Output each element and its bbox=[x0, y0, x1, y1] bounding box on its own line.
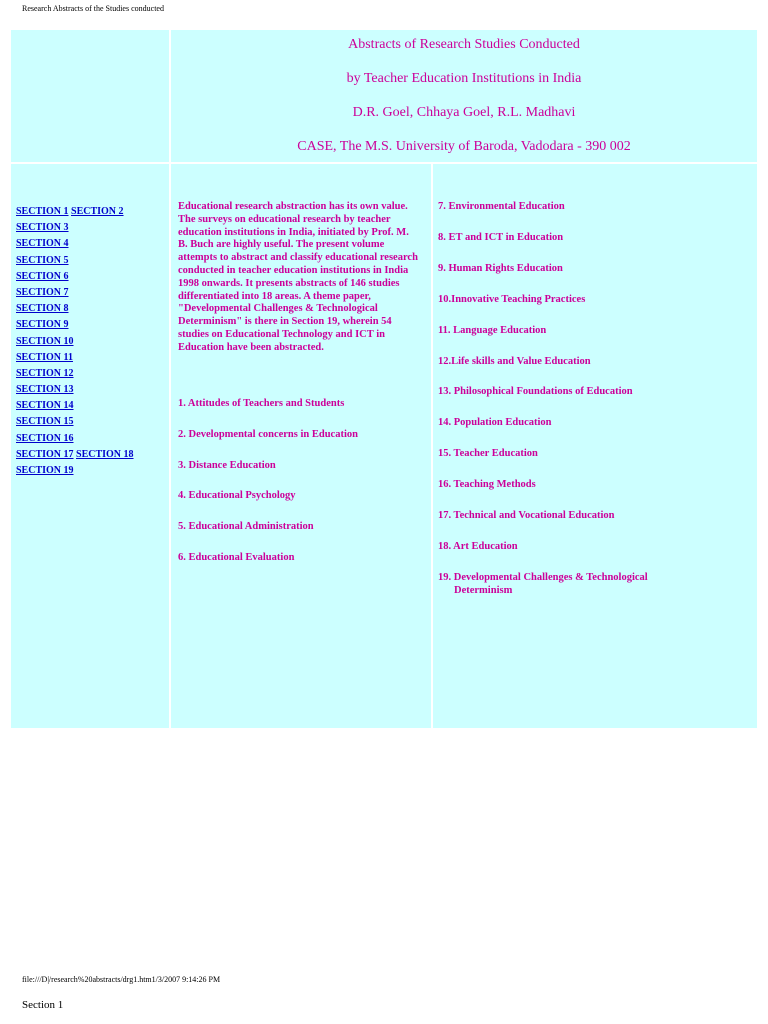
nav-row bbox=[16, 253, 134, 269]
topic-item: 4. Educational Psychology bbox=[178, 490, 296, 502]
content-table bbox=[10, 29, 758, 729]
section-link[interactable]: SECTION 4 bbox=[16, 238, 69, 250]
topic-item: 6. Educational Evaluation bbox=[178, 552, 295, 563]
section-nav-cell bbox=[11, 164, 169, 728]
section-link[interactable]: SECTION 13 bbox=[16, 384, 74, 396]
nav-row bbox=[16, 334, 134, 350]
print-header: Research Abstracts of the Studies conducted bbox=[22, 4, 164, 13]
topic-item: 9. Human Rights Education bbox=[438, 262, 563, 274]
empty-corner-cell bbox=[11, 30, 169, 162]
section-nav bbox=[16, 204, 134, 479]
nav-row bbox=[16, 269, 134, 285]
topic-item: 16. Teaching Methods bbox=[438, 479, 536, 491]
section-link[interactable]: SECTION 2 bbox=[71, 206, 124, 217]
topic-item: 17. Technical and Vocational Education bbox=[438, 510, 615, 521]
section-link[interactable]: SECTION 12 bbox=[16, 367, 74, 379]
section-link[interactable]: SECTION 5 bbox=[16, 254, 69, 266]
nav-row bbox=[16, 382, 134, 398]
nav-row bbox=[16, 220, 134, 236]
topic-19-line-2: Determinism bbox=[454, 585, 513, 596]
section-link[interactable]: SECTION 8 bbox=[16, 303, 69, 315]
section-link[interactable]: SECTION 18 bbox=[76, 448, 134, 460]
nav-row bbox=[16, 204, 134, 220]
section-link[interactable]: SECTION 19 bbox=[16, 465, 74, 476]
topic-item: 2. Developmental concerns in Education bbox=[178, 428, 358, 440]
title-line-1: Abstracts of Research Studies Conducted bbox=[348, 37, 580, 52]
section-link[interactable]: SECTION 14 bbox=[16, 400, 74, 412]
nav-row bbox=[16, 301, 134, 317]
title-line-2: by Teacher Education Institutions in India bbox=[346, 71, 582, 86]
nav-row bbox=[16, 463, 134, 479]
section-link[interactable]: SECTION 17 bbox=[16, 448, 74, 460]
nav-row bbox=[16, 285, 134, 301]
topic-item-19 bbox=[438, 571, 678, 597]
nav-row bbox=[16, 350, 134, 366]
section-link[interactable]: SECTION 11 bbox=[16, 351, 73, 363]
topic-item: 10.Innovative Teaching Practices bbox=[438, 293, 586, 305]
nav-row bbox=[16, 414, 134, 430]
title-authors: D.R. Goel, Chhaya Goel, R.L. Madhavi bbox=[352, 105, 576, 120]
nav-row bbox=[16, 366, 134, 382]
topic-item: 1. Attitudes of Teachers and Students bbox=[178, 398, 345, 409]
topic-19-line-1: 19. Developmental Challenges & Technological bbox=[438, 572, 648, 583]
topics-right-cell bbox=[433, 164, 757, 728]
nav-row bbox=[16, 317, 134, 333]
nav-row bbox=[16, 236, 134, 252]
nav-row bbox=[16, 447, 134, 463]
topic-item: 12.Life skills and Value Education bbox=[438, 355, 591, 367]
topic-item: 15. Teacher Education bbox=[438, 448, 538, 460]
footer-section-label: Section 1 bbox=[22, 999, 64, 1011]
section-link[interactable]: SECTION 6 bbox=[16, 270, 69, 282]
section-link[interactable]: SECTION 3 bbox=[16, 222, 69, 234]
intro-paragraph: Educational research abstraction has its own value. The surveys on educational research by teacher education institutions in India, initiated by Prof. M. B. Buch are highly useful. The present volume attempts to abstract and classify educational research conducted in teacher education institutions in India 1998 onwards. It presents abstracts of 146 studies differentiated into 18 areas. A theme paper, "Developmental Challenges & Technological Determinism" is there in Section 19, wherein 54 studies on Educational Technology and ICT in Education have been abstracted. bbox=[178, 201, 418, 353]
section-link[interactable]: SECTION 9 bbox=[16, 319, 69, 331]
topic-item: 11. Language Education bbox=[438, 324, 547, 336]
section-link[interactable]: SECTION 16 bbox=[16, 432, 74, 444]
section-link[interactable]: SECTION 15 bbox=[16, 416, 74, 428]
section-link[interactable]: SECTION 10 bbox=[16, 335, 74, 347]
section-link[interactable]: SECTION 1 bbox=[16, 206, 69, 217]
topic-item: 5. Educational Administration bbox=[178, 521, 314, 533]
topic-item: 8. ET and ICT in Education bbox=[438, 231, 564, 243]
title-affiliation: CASE, The M.S. University of Baroda, Vadodara - 390 002 bbox=[297, 139, 631, 154]
topic-item: 14. Population Education bbox=[438, 417, 552, 429]
nav-row bbox=[16, 431, 134, 447]
topic-item: 3. Distance Education bbox=[178, 459, 276, 471]
title-cell bbox=[171, 30, 757, 162]
nav-row bbox=[16, 398, 134, 414]
intro-cell bbox=[171, 164, 431, 728]
section-link[interactable]: SECTION 7 bbox=[16, 286, 69, 298]
topic-item: 7. Environmental Education bbox=[438, 201, 565, 212]
topic-item: 18. Art Education bbox=[438, 540, 518, 552]
footer-url: file:///D|/research%20abstracts/drg1.htm1/3/2007 9:14:26 PM bbox=[22, 975, 221, 984]
topic-item: 13. Philosophical Foundations of Education bbox=[438, 386, 633, 398]
